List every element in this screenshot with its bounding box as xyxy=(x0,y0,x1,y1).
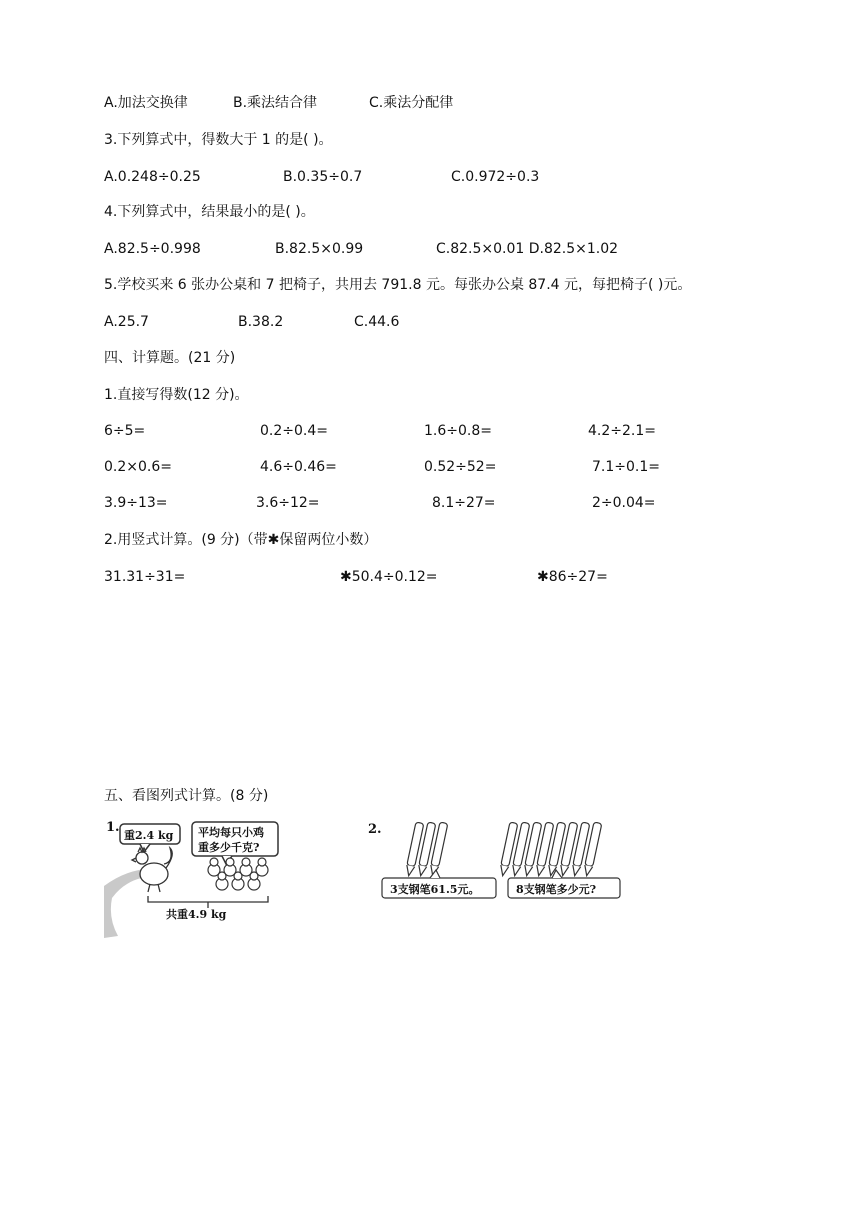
calc-r1-c2: 0.2÷0.4= xyxy=(260,423,328,439)
calc-r3-c1: 3.9÷13= xyxy=(104,495,168,511)
q3-stem: 3.下列算式中，得数大于 1 的是( )。 xyxy=(104,132,333,148)
calc-r2-c1: 0.2×0.6= xyxy=(104,459,172,475)
calc-r2-c3: 0.52÷52= xyxy=(424,459,497,475)
q3-option-c: C.0.972÷0.3 xyxy=(451,169,540,185)
calc-r1-c1: 6÷5= xyxy=(104,423,146,439)
q5-option-c: C.44.6 xyxy=(354,314,400,330)
q4-option-a: A.82.5÷0.998 xyxy=(104,241,201,257)
q4-option-c: C.82.5×0.01 D.82.5×1.02 xyxy=(436,241,619,257)
section4-part1-title: 1.直接写得数(12 分)。 xyxy=(104,387,249,403)
three-pens-price-label: 3支钢笔61.5元。 xyxy=(390,883,480,896)
chick-question-line1: 平均每只小鸡 xyxy=(198,826,264,839)
section4-title: 四、计算题。(21 分) xyxy=(104,350,236,366)
calc-r1-c3: 1.6÷0.8= xyxy=(424,423,492,439)
calc-r3-c4: 2÷0.04= xyxy=(592,495,656,511)
vertical-calc-1: 31.31÷31= xyxy=(104,569,186,585)
q2-option-a: A.加法交换律 xyxy=(104,95,188,111)
eight-pens-question-label: 8支钢笔多少元? xyxy=(516,883,597,896)
figure-pens xyxy=(366,818,626,902)
rooster-weight-label: 重2.4 kg xyxy=(124,829,174,842)
q5-option-a: A.25.7 xyxy=(104,314,149,330)
calc-r3-c3: 8.1÷27= xyxy=(432,495,496,511)
q2-option-b: B.乘法结合律 xyxy=(233,95,318,111)
figure1-number: 1. xyxy=(106,820,120,835)
calc-r1-c4: 4.2÷2.1= xyxy=(588,423,656,439)
figure-rooster-chicks xyxy=(104,818,294,938)
q4-option-b: B.82.5×0.99 xyxy=(275,241,364,257)
q3-option-b: B.0.35÷0.7 xyxy=(283,169,363,185)
q4-stem: 4.下列算式中，结果最小的是( )。 xyxy=(104,204,315,220)
calc-r2-c4: 7.1÷0.1= xyxy=(592,459,660,475)
section5-title: 五、看图列式计算。(8 分) xyxy=(104,788,269,804)
vertical-calc-3: ✱86÷27= xyxy=(537,569,608,585)
section4-part2-title: 2.用竖式计算。(9 分)（带✱保留两位小数） xyxy=(104,532,378,548)
calc-r3-c2: 3.6÷12= xyxy=(256,495,320,511)
figure2-number: 2. xyxy=(368,822,382,837)
chick-question-line2: 重多少千克? xyxy=(198,841,260,854)
vertical-calc-2: ✱50.4÷0.12= xyxy=(340,569,438,585)
q3-option-a: A.0.248÷0.25 xyxy=(104,169,201,185)
calc-r2-c2: 4.6÷0.46= xyxy=(260,459,337,475)
q2-option-c: C.乘法分配律 xyxy=(369,95,454,111)
q5-option-b: B.38.2 xyxy=(238,314,284,330)
total-weight-label: 共重4.9 kg xyxy=(166,908,227,921)
q5-stem: 5.学校买来 6 张办公桌和 7 把椅子，共用去 791.8 元。每张办公桌 87.4 元，每把椅子( )元。 xyxy=(104,277,692,293)
